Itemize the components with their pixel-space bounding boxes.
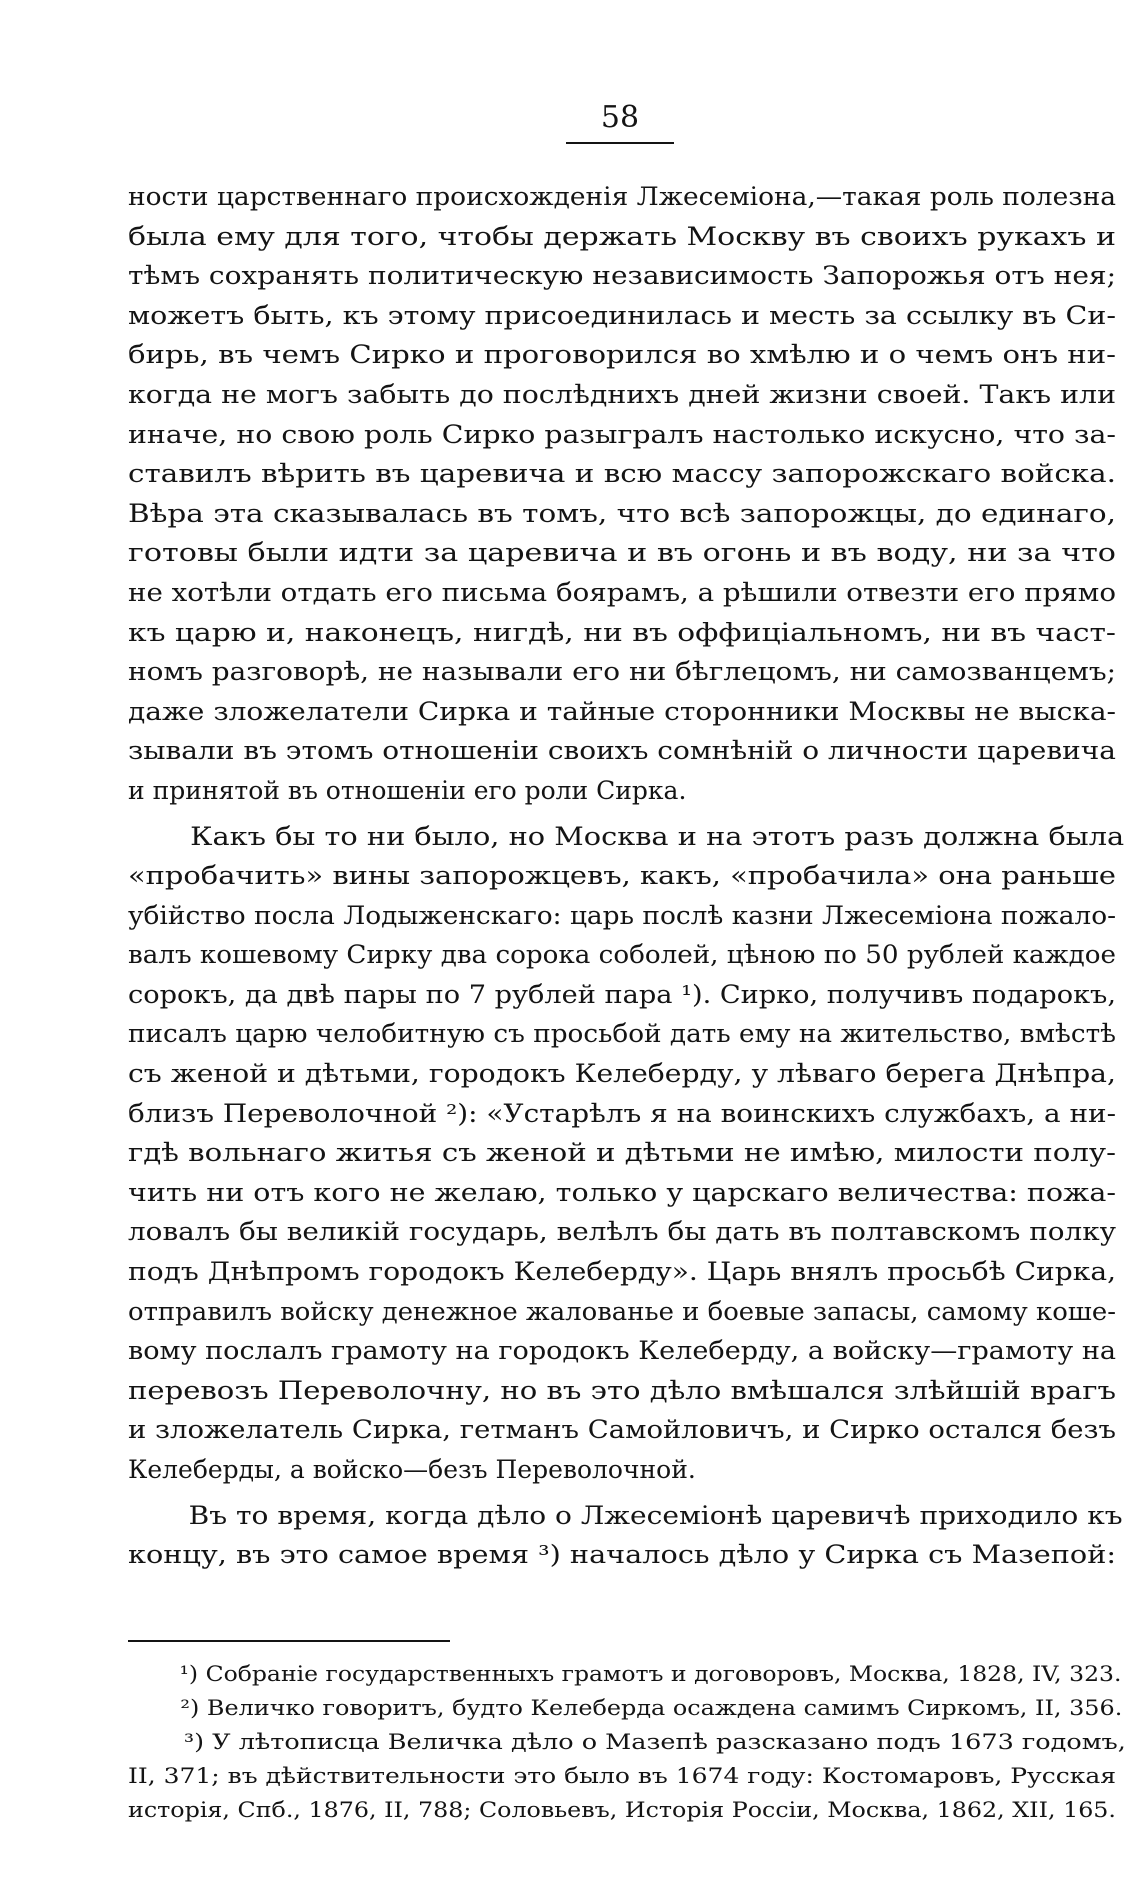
text-line: «пробачить» вины запорожцевъ, какъ, «пробачила» она раньше xyxy=(128,861,1116,891)
text-line: тѣмъ сохранять политическую независимость Запорожья отъ нея; xyxy=(128,261,1117,291)
text-line: иначе, но свою роль Сирко разыгралъ настолько искусно, что за- xyxy=(128,419,1117,449)
text-line: когда не могъ забыть до послѣднихъ дней жизни своей. Такъ или xyxy=(128,379,1117,409)
text-line: и зложелатель Сирка, гетманъ Самойловичъ, и Сирко остался безъ xyxy=(128,1415,1116,1445)
text-line: сорокъ, да двѣ пары по 7 рублей пара ¹). Сирко, получивъ подарокъ, xyxy=(128,979,1116,1009)
text-line: ставилъ вѣрить въ царевича и всю массу запорожскаго войска. xyxy=(128,459,1117,489)
paragraph-first-line: Въ то время, когда дѣло о Лжесеміонѣ царевичѣ приходило къ xyxy=(188,1500,1123,1530)
text-line: ности царственнаго происхожденія Лжесеміона,—такая роль полезна xyxy=(128,182,1116,211)
page-number: 58 xyxy=(600,100,640,135)
paragraph-first-line: Какъ бы то ни было, но Москва и на этотъ разъ должна была xyxy=(190,821,1125,851)
text-line: убійство посла Лодыженскаго: царь послѣ казни Лжесеміона пожало- xyxy=(128,900,1117,930)
text-line: отправилъ войску денежное жалованье и боевые запасы, самому коше- xyxy=(128,1296,1116,1326)
text-line: вому послалъ грамоту на городокъ Келеберду, а войску—грамоту на xyxy=(128,1336,1117,1366)
text-line: даже зложелатели Сирка и тайные сторонники Москвы не выска- xyxy=(128,696,1117,726)
text-line: подъ Днѣпромъ городокъ Келеберду». Царь внялъ просьбѣ Сирка, xyxy=(128,1257,1116,1287)
footnote-3: ³) У лѣтописца Величка дѣло о Мазепѣ разсказано подъ 1673 годомъ, xyxy=(183,1730,1126,1754)
footnotes xyxy=(128,1657,1140,1827)
text-line: ловалъ бы великій государь, велѣлъ бы дать въ полтавскомъ полку xyxy=(128,1217,1117,1247)
text-line: Вѣра эта сказывалась въ томъ, что всѣ запорожцы, до единаго, xyxy=(128,498,1116,528)
footnote-1: ¹) Собраніе государственныхъ грамотъ и договоровъ, Москва, 1828, IV, 323. xyxy=(179,1662,1122,1686)
text-line: концу, въ это самое время ³) началось дѣло у Сирка съ Мазепой: xyxy=(128,1540,1117,1570)
text-line: гдѣ вольнаго житья съ женой и дѣтьми не имѣю, милости полу- xyxy=(128,1138,1116,1168)
text-line: чить ни отъ кого не желаю, только у царскаго величества: пожа- xyxy=(128,1177,1116,1207)
footnote-2: ²) Величко говоритъ, будто Келеберда осаждена самимъ Сиркомъ, II, 356. xyxy=(180,1696,1123,1720)
text-line: перевозъ Переволочну, но въ это дѣло вмѣшался злѣйшій врагъ xyxy=(128,1375,1117,1405)
text-line: зывали въ этомъ отношеніи своихъ сомнѣній о личности царевича xyxy=(128,736,1116,766)
text-line: и принятой въ отношеніи его роли Сирка. xyxy=(128,775,687,805)
text-line: не хотѣли отдать его письма боярамъ, а рѣшили отвезти его прямо xyxy=(128,577,1116,607)
footnote-rule xyxy=(128,1640,450,1642)
text-line: писалъ царю челобитную съ просьбой дать ему на жительство, вмѣстѣ xyxy=(128,1019,1116,1049)
text-line: съ женой и дѣтьми, городокъ Келеберду, у лѣваго берега Днѣпра, xyxy=(128,1059,1116,1089)
text-line: можетъ быть, къ этому присоединилась и месть за ссылку въ Си- xyxy=(128,300,1116,330)
text-line: валъ кошевому Сирку два сорока соболей, цѣною по 50 рублей каждое xyxy=(128,940,1117,970)
text-line: готовы были идти за царевича и въ огонь и въ воду, ни за что xyxy=(128,538,1116,568)
header-rule xyxy=(566,142,674,144)
text-line: къ царю и, наконецъ, нигдѣ, ни въ оффиціальномъ, ни въ част- xyxy=(128,617,1116,647)
footnote-3-line: исторія, Спб., 1876, II, 788; Соловьевъ, Исторія Россіи, Москва, 1862, XII, 165. xyxy=(128,1798,1116,1822)
text-line: была ему для того, чтобы держать Москву въ своихъ рукахъ и xyxy=(128,221,1116,251)
text-line: номъ разговорѣ, не называли его ни бѣглецомъ, ни самозванцемъ; xyxy=(128,657,1116,687)
footnote-3-line: II, 371; въ дѣйствительности это было въ 1674 году: Костомаровъ, Русская xyxy=(128,1764,1117,1788)
text-line: бирь, въ чемъ Сирко и проговорился во хмѣлю и о чемъ онъ ни- xyxy=(128,340,1117,370)
text-line: Келеберды, а войско—безъ Переволочной. xyxy=(128,1455,696,1484)
text-line: близъ Переволочной ²): «Устарѣлъ я на воинскихъ службахъ, а ни- xyxy=(128,1098,1117,1128)
body-text xyxy=(128,177,1140,1575)
